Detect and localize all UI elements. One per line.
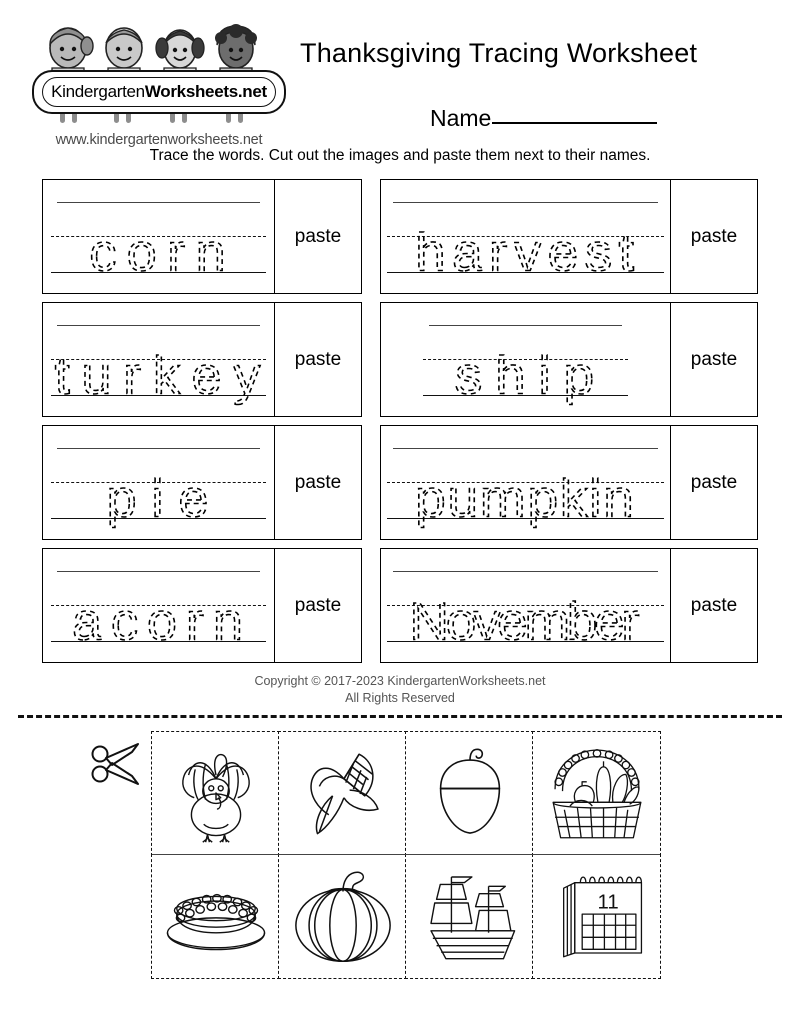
- calendar-image: [543, 866, 651, 966]
- trace-cell-ship[interactable]: [381, 303, 671, 416]
- scissors-icon: [88, 740, 142, 794]
- pie-image: [160, 871, 272, 961]
- cut-here-dashed-line: [18, 715, 782, 718]
- word-row-pumpkin: [380, 425, 758, 540]
- paste-box-turkey[interactable]: [275, 303, 361, 416]
- word-row-turkey: [42, 302, 362, 417]
- word-row-corn: [42, 179, 362, 294]
- copyright-line: Copyright © 2017-2023 KindergartenWorksheets.net: [254, 674, 546, 688]
- trace-cell-November[interactable]: [381, 549, 671, 662]
- name-field[interactable]: [430, 105, 657, 132]
- instruction-text: Trace the words. Cut out the images and paste them next to their names.: [149, 147, 651, 164]
- paste-box-pie[interactable]: [275, 426, 361, 539]
- trace-cell-pumpkin[interactable]: [381, 426, 671, 539]
- word-row-harvest: [380, 179, 758, 294]
- paste-label: paste: [294, 225, 342, 247]
- cutout-cell-November[interactable]: [532, 854, 661, 979]
- logo-text-kindergarten: Kindergarten: [51, 82, 145, 101]
- trace-cell-corn[interactable]: [43, 180, 275, 293]
- kids-illustration: [36, 18, 290, 78]
- word-row-acorn: [42, 548, 362, 663]
- site-logo[interactable]: [28, 18, 290, 148]
- traced-word-corn: corn: [89, 223, 228, 283]
- paste-label: paste: [690, 594, 738, 616]
- trace-cell-turkey[interactable]: [43, 303, 275, 416]
- corn-image: [291, 741, 395, 845]
- cutout-area: [0, 730, 800, 982]
- cutout-cell-harvest[interactable]: [532, 731, 661, 856]
- paste-label: paste: [690, 225, 738, 247]
- name-blank-rule[interactable]: [492, 122, 657, 124]
- acorn-image: [421, 744, 519, 842]
- traced-word-pumpkin: pumpkin: [415, 469, 636, 529]
- tracing-table: [0, 179, 800, 663]
- paste-box-corn[interactable]: [275, 180, 361, 293]
- traced-word-pie: pie: [106, 469, 211, 529]
- word-row-ship: [380, 302, 758, 417]
- paste-label: paste: [690, 471, 738, 493]
- logo-text-worksheets: Worksheets.net: [144, 82, 267, 101]
- paste-box-November[interactable]: [671, 549, 757, 662]
- traced-word-acorn: acorn: [72, 592, 245, 652]
- page-header: [0, 0, 800, 148]
- cutout-cell-pie[interactable]: [151, 854, 280, 979]
- ship-image: [418, 864, 522, 968]
- page-title: Thanksgiving Tracing Worksheet: [300, 38, 698, 68]
- copyright-block: [0, 673, 800, 707]
- paste-box-ship[interactable]: [671, 303, 757, 416]
- cutout-cell-corn[interactable]: [278, 731, 407, 856]
- pumpkin-image: [288, 867, 398, 965]
- cutout-cell-turkey[interactable]: [151, 731, 280, 856]
- traced-word-ship: ship: [454, 346, 597, 406]
- trace-cell-pie[interactable]: [43, 426, 275, 539]
- paste-label: paste: [294, 471, 342, 493]
- traced-word-November: November: [409, 592, 642, 652]
- word-row-November: [380, 548, 758, 663]
- traced-word-harvest: harvest: [415, 223, 636, 283]
- logo-banner: [32, 70, 286, 114]
- word-row-pie: [42, 425, 362, 540]
- rights-line: All Rights Reserved: [345, 690, 455, 705]
- paste-box-acorn[interactable]: [275, 549, 361, 662]
- paste-label: paste: [690, 348, 738, 370]
- trace-cell-harvest[interactable]: [381, 180, 671, 293]
- trace-cell-acorn[interactable]: [43, 549, 275, 662]
- banner-legs: [42, 114, 272, 124]
- logo-banner-text: [42, 77, 276, 107]
- cutout-cell-acorn[interactable]: [405, 731, 534, 856]
- traced-word-turkey: turkey: [54, 346, 263, 406]
- paste-label: paste: [294, 594, 342, 616]
- paste-box-pumpkin[interactable]: [671, 426, 757, 539]
- harvest-basket-image: [542, 744, 652, 842]
- turkey-image: [164, 741, 268, 845]
- cutout-row-divider: [152, 854, 660, 855]
- cutout-grid: [152, 732, 660, 978]
- site-url: www.kindergartenworksheets.net: [55, 132, 263, 148]
- cutout-cell-pumpkin[interactable]: [278, 854, 407, 979]
- paste-label: paste: [294, 348, 342, 370]
- cutout-cell-ship[interactable]: [405, 854, 534, 979]
- calendar-month-number: 11: [597, 891, 619, 914]
- name-label: Name: [430, 105, 492, 131]
- paste-box-harvest[interactable]: [671, 180, 757, 293]
